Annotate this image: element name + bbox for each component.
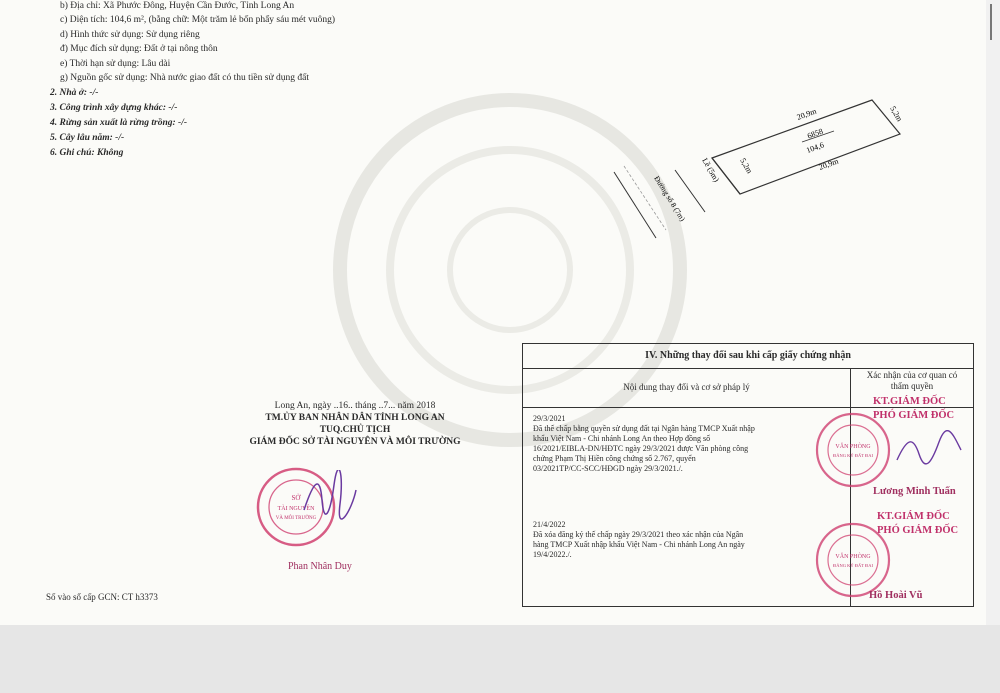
entry2-line: Đã xóa đăng ký thế chấp ngày 29/3/2021 theo xác nhận của Ngân [533, 530, 744, 539]
item-other-construction: 3. Công trình xây dựng khác: -/- [50, 103, 178, 113]
land-plot-diagram [610, 90, 920, 250]
stamp1-line-a: KT.GIÁM ĐỐC [873, 396, 946, 407]
entry1-date: 29/3/2021 [533, 414, 566, 423]
signing-date: Long An, ngày ..16.. tháng ..7... năm 2018 [274, 401, 436, 411]
col2-line-b: thẩm quyền [890, 381, 934, 391]
signing-block [220, 400, 490, 448]
signer-1-name: Lương Minh Tuấn [873, 486, 956, 497]
page-edge [986, 0, 1000, 625]
entry1-line: chứng Phạm Thị Hiền công chứng số 2.767, quyển [533, 454, 696, 463]
seal2-text: VĂN PHÒNG [835, 554, 871, 560]
seal2-text2: ĐĂNG KÝ ĐẤT ĐAI [832, 563, 874, 568]
change-entry-2 [533, 520, 833, 560]
signing-role: TUQ.CHỦ TỊCH [319, 425, 391, 435]
office-seal-1 [813, 410, 893, 490]
plot-top-length: 20,9m [795, 106, 818, 122]
entry2-line: 19/4/2022./. [533, 550, 572, 559]
plot-parcel-number: 6858 [806, 126, 825, 141]
plot-left-length: 5,2m [738, 156, 755, 176]
entry1-line: 03/2021TP/CC-SCC/HĐGD ngày 29/3/2021./. [533, 464, 683, 473]
origin-line: g) Nguồn gốc sử dụng: Nhà nước giao đất có thu tiền sử dụng đất [60, 73, 309, 83]
seal-text-top: SỞ [291, 494, 301, 502]
plot-right-length: 5,2m [888, 104, 905, 124]
signing-title: GIÁM ĐỐC SỞ TÀI NGUYÊN VÀ MÔI TRƯỜNG [249, 437, 461, 447]
signature-1 [895, 430, 965, 470]
address-line: b) Địa chỉ: Xã Phước Đông, Huyện Cần Đước, Tỉnh Long An [60, 1, 295, 11]
handwritten-signature [300, 470, 360, 520]
changes-table [522, 343, 974, 607]
item-house: 2. Nhà ở: -/- [50, 88, 99, 98]
signer-name: Phan Nhân Duy [288, 561, 352, 572]
item-note: 6. Ghi chú: Không [50, 148, 124, 158]
item-forest: 4. Rừng sản xuất là rừng trồng: -/- [50, 118, 188, 128]
plot-bottom-length: 20,9m [817, 156, 840, 172]
stamp2-line-a: KT.GIÁM ĐỐC [877, 511, 950, 522]
seal1-text2: ĐĂNG KÝ ĐẤT ĐAI [832, 453, 874, 458]
plot-area: 104,6 [805, 140, 826, 155]
stamp1-line-b: PHÓ GIÁM ĐỐC [873, 410, 955, 421]
item-perennial: 5. Cây lâu năm: -/- [50, 133, 125, 143]
changes-col-content: Nội dung thay đổi và cơ sở pháp lý [623, 382, 750, 392]
road-label: Đường số 8 (7m) [652, 174, 688, 223]
entry2-line: hàng TMCP Xuất nhập khẩu Việt Nam - Chi nhánh Long An ngày [533, 540, 745, 549]
entry1-line: khẩu Việt Nam - Chi nhánh Long An theo Hợp đồng số [533, 434, 711, 443]
signer-2-name: Hồ Hoài Vũ [869, 590, 923, 601]
entry1-line: Đã thế chấp bằng quyền sử dụng đất tại Ngân hàng TMCP Xuất nhập [533, 424, 755, 433]
entry1-line: 16/2021/EIBLA-DN/HĐTC ngày 29/3/2021 được Văn phòng công [533, 444, 749, 453]
registry-number: Số vào sổ cấp GCN: CT h3373 [46, 592, 158, 602]
area-line: c) Diện tích: 104,6 m², (bằng chữ: Một trăm lẻ bốn phẩy sáu mét vuông) [60, 15, 335, 25]
seal-text-mid: TÀI NGUYÊN [277, 506, 315, 512]
stamp2-line-b: PHÓ GIÁM ĐỐC [877, 525, 959, 536]
seal1-text: VĂN PHÒNG [835, 444, 871, 450]
usage-term-line: e) Thời hạn sử dụng: Lâu dài [60, 59, 171, 69]
signing-org: TM.ỦY BAN NHÂN DÂN TỈNH LONG AN [265, 413, 445, 423]
usage-purpose-line: đ) Mục đích sử dụng: Đất ở tại nông thôn [60, 44, 218, 54]
seal-text-bot: VÀ MÔI TRƯỜNG [275, 516, 317, 521]
scroll-handle[interactable] [990, 4, 992, 40]
usage-form-line: d) Hình thức sử dụng: Sử dụng riêng [60, 30, 200, 40]
col2-line-a: Xác nhận của cơ quan có [866, 370, 958, 380]
sidewalk-label: Lề (5m) [700, 156, 722, 184]
changes-col-authority [851, 370, 973, 392]
changes-title: IV. Những thay đổi sau khi cấp giấy chứng nhận [523, 344, 973, 369]
change-entry-1 [533, 414, 833, 474]
entry2-date: 21/4/2022 [533, 520, 566, 529]
viewer-background [0, 625, 1000, 693]
